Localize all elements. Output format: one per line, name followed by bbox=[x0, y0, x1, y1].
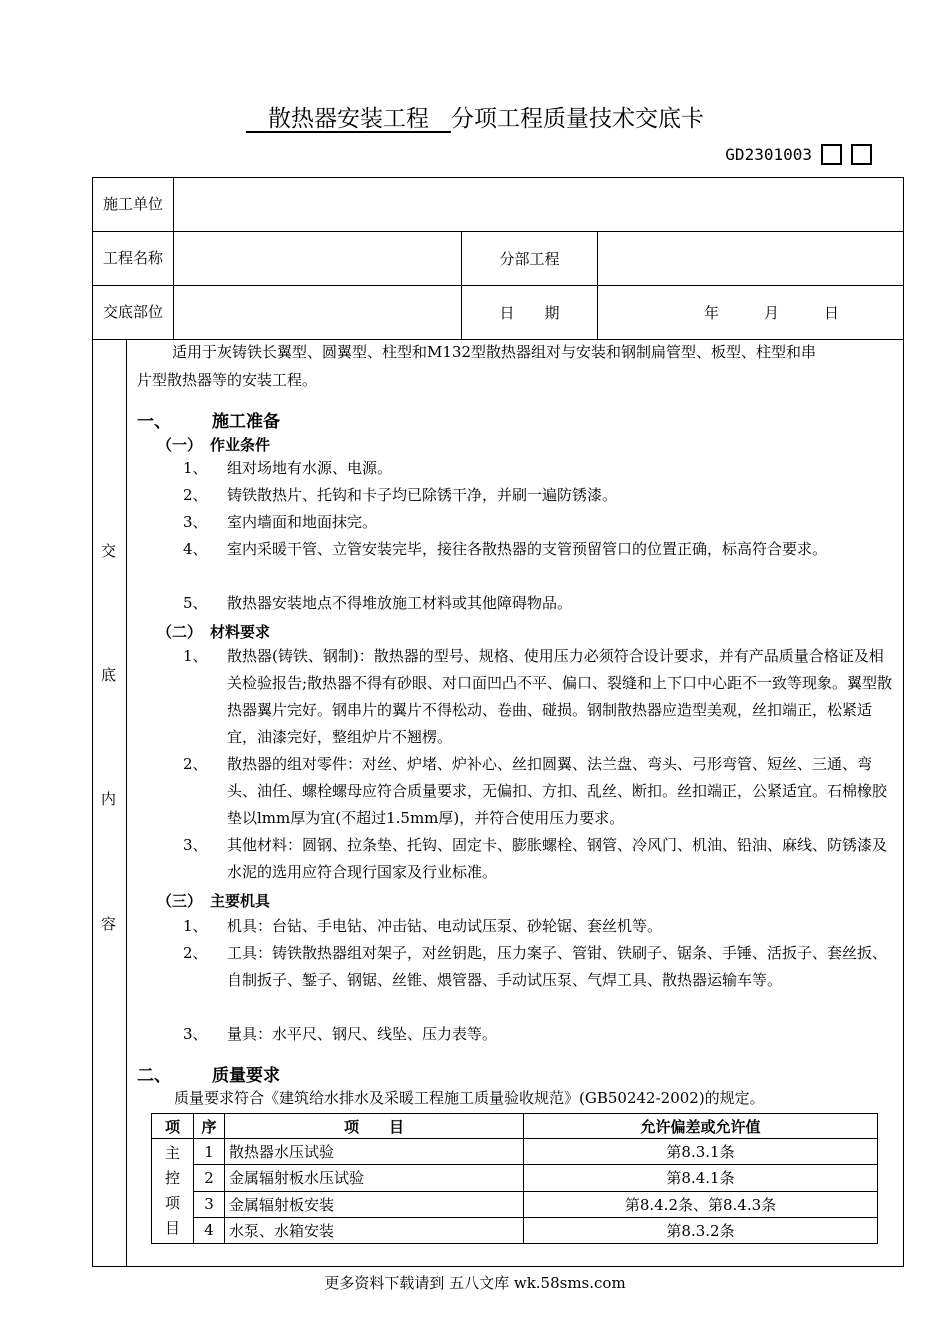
row-line-3 bbox=[92, 339, 904, 340]
side-label-4: 容 bbox=[101, 915, 117, 933]
footer-text: 更多资料下载请到 五八文库 wk.58sms.com bbox=[324, 1274, 626, 1292]
sub1-num: （一） bbox=[157, 436, 203, 454]
frame-bottom bbox=[92, 1266, 904, 1267]
intro-line-1: 适用于灰铸铁长翼型、圆翼型、柱型和M132型散热器组对与安装和钢制扁管型、板型、柱型和串 bbox=[172, 343, 816, 361]
sub1-title: 作业条件 bbox=[210, 436, 271, 454]
dept-label: 交底部位 bbox=[102, 303, 163, 321]
list-item-number: 3、 bbox=[183, 513, 208, 531]
list-item-number: 5、 bbox=[183, 594, 208, 612]
section-2-title: 质量要求 bbox=[212, 1066, 280, 1086]
list-item-text: 散热器的组对零件：对丝、炉堵、炉补心、丝扣圆翼、法兰盘、弯头、弓形弯管、短丝、三通、弯头、油任、螺栓螺母应符合质量要求，无偏扣、方扣、乱丝、断扣。丝扣端正，公紧适宜。石棉橡胶垫以lmm厚为宜(不超过1.5mm厚)，并符合使用压力要求。 bbox=[227, 755, 888, 827]
section-1-title: 施工准备 bbox=[212, 412, 280, 432]
side-col-line bbox=[126, 339, 127, 1266]
list-item-text: 室内采暖干管、立管安装完毕，接往各散热器的支管预留管口的位置正确，标高符合要求。 bbox=[227, 540, 828, 558]
frame-right bbox=[903, 177, 904, 1267]
doc-code-text: GD2301003 bbox=[725, 145, 812, 164]
list-item-text: 其他材料：圆钢、拉条垫、托钩、固定卡、膨胀螺栓、钢管、冷风门、机油、铅油、麻线、防锈漆及水泥的选用应符合现行国家及行业标准。 bbox=[227, 836, 888, 881]
list-item-number: 1、 bbox=[183, 917, 208, 935]
list-item-text: 室内墙面和地面抹完。 bbox=[227, 513, 378, 531]
seq-cell: 1 bbox=[194, 1139, 225, 1165]
header-item: 项 目 bbox=[225, 1114, 524, 1139]
list-item bbox=[183, 482, 895, 509]
side-label-3: 内 bbox=[101, 790, 117, 808]
seq-cell: 4 bbox=[194, 1217, 225, 1243]
title-rest: 分项工程质量技术交底卡 bbox=[450, 106, 704, 132]
list-item-number: 3、 bbox=[183, 1025, 208, 1043]
list-item bbox=[183, 455, 895, 482]
list-item bbox=[183, 751, 895, 832]
list-item bbox=[183, 832, 895, 886]
list-item bbox=[183, 536, 895, 563]
side-label-1: 交 bbox=[101, 542, 117, 560]
value-cell: 第8.4.2条、第8.4.3条 bbox=[524, 1191, 878, 1217]
list-item-number: 1、 bbox=[183, 647, 208, 665]
value-cell: 第8.3.1条 bbox=[524, 1139, 878, 1165]
list-item-text: 工具：铸铁散热器组对架子，对丝钥匙，压力案子、管钳、铁刷子、锯条、手锤、活扳子、套丝扳、自制扳子、錾子、钢锯、丝锥、煨管器、手动试压泵、气焊工具、散热器运输车等。 bbox=[227, 944, 888, 989]
subproject-value[interactable] bbox=[598, 232, 903, 285]
intro-line-2: 片型散热器等的安装工程。 bbox=[137, 371, 318, 389]
list-item bbox=[183, 1021, 895, 1048]
checkbox-1[interactable] bbox=[821, 144, 842, 165]
list-item-text: 量具：水平尺、钢尺、线坠、压力表等。 bbox=[227, 1025, 498, 1043]
sub3-num: （三） bbox=[157, 892, 203, 910]
list-item bbox=[183, 913, 895, 940]
list-item-text: 铸铁散热片、托钩和卡子均已除锈干净，并刷一遍防锈漆。 bbox=[227, 486, 618, 504]
list-item-number: 3、 bbox=[183, 836, 208, 854]
checkbox-2[interactable] bbox=[851, 144, 872, 165]
dept-value[interactable] bbox=[174, 286, 461, 339]
list-item-number: 2、 bbox=[183, 755, 208, 773]
section-2-num: 二、 bbox=[137, 1066, 171, 1086]
section-1-num: 一、 bbox=[137, 412, 171, 432]
project-value[interactable] bbox=[174, 232, 461, 285]
unit-label: 施工单位 bbox=[102, 195, 163, 213]
item-cell: 金属辐射板安装 bbox=[225, 1191, 524, 1217]
list-item-text: 机具：台钻、手电钻、冲击钻、电动试压泵、砂轮锯、套丝机等。 bbox=[227, 917, 663, 935]
list-item bbox=[183, 940, 895, 994]
frame-left bbox=[92, 177, 93, 1267]
project-label: 工程名称 bbox=[102, 249, 163, 267]
list-item-number: 2、 bbox=[183, 486, 208, 504]
quality-intro: 质量要求符合《建筑给水排水及采暖工程施工质量验收规范》(GB50242-2002)的规定。 bbox=[174, 1089, 765, 1107]
date-value[interactable]: 年 月 日 bbox=[703, 303, 839, 322]
table-row bbox=[152, 1165, 878, 1191]
list-item-text: 散热器安装地点不得堆放施工材料或其他障碍物品。 bbox=[227, 594, 573, 612]
subproject-label: 分部工程 bbox=[499, 249, 560, 268]
list-item-number: 4、 bbox=[183, 540, 208, 558]
header-seq: 序 bbox=[194, 1114, 225, 1139]
item-cell: 散热器水压试验 bbox=[225, 1139, 524, 1165]
quality-table-header bbox=[152, 1114, 878, 1139]
list-item bbox=[183, 509, 895, 536]
unit-value[interactable] bbox=[174, 178, 903, 231]
list-item-text: 散热器(铸铁、钢制)：散热器的型号、规格、使用压力必须符合设计要求，并有产品质量合格证及相关检验报告;散热器不得有砂眼、对口面凹凸不平、偏口、裂缝和上下口中心距不一致等现象。翼型散热器翼片完好。钢串片的翼片不得松动、卷曲、碰损。钢制散热器应造型美观，丝扣端正，松紧适宜，油漆完好，整组炉片不翘楞。 bbox=[227, 647, 893, 746]
group-cell: 主 控 项 目 bbox=[152, 1139, 194, 1244]
value-cell: 第8.4.1条 bbox=[524, 1165, 878, 1191]
list-item-text: 组对场地有水源、电源。 bbox=[227, 459, 393, 477]
list-item-number: 1、 bbox=[183, 459, 208, 477]
sub2-title: 材料要求 bbox=[210, 623, 271, 641]
seq-cell: 3 bbox=[194, 1191, 225, 1217]
value-cell: 第8.3.2条 bbox=[524, 1217, 878, 1243]
table-row bbox=[152, 1217, 878, 1243]
header-group: 项 bbox=[152, 1114, 194, 1139]
list-item bbox=[183, 643, 895, 751]
table-row bbox=[152, 1139, 878, 1165]
seq-cell: 2 bbox=[194, 1165, 225, 1191]
side-label-2: 底 bbox=[101, 666, 117, 684]
sub2-num: （二） bbox=[157, 623, 203, 641]
title-project: 散热器安装工程 bbox=[268, 106, 429, 132]
quality-table bbox=[151, 1113, 878, 1244]
list-item-number: 2、 bbox=[183, 944, 208, 962]
item-cell: 水泵、水箱安装 bbox=[225, 1217, 524, 1243]
header-value: 允许偏差或允许值 bbox=[524, 1114, 878, 1139]
doc-code bbox=[725, 144, 872, 165]
date-label: 日 期 bbox=[499, 303, 560, 322]
sub3-title: 主要机具 bbox=[210, 892, 271, 910]
table-row bbox=[152, 1191, 878, 1217]
item-cell: 金属辐射板水压试验 bbox=[225, 1165, 524, 1191]
page-title bbox=[0, 100, 950, 133]
list-item bbox=[183, 590, 895, 617]
